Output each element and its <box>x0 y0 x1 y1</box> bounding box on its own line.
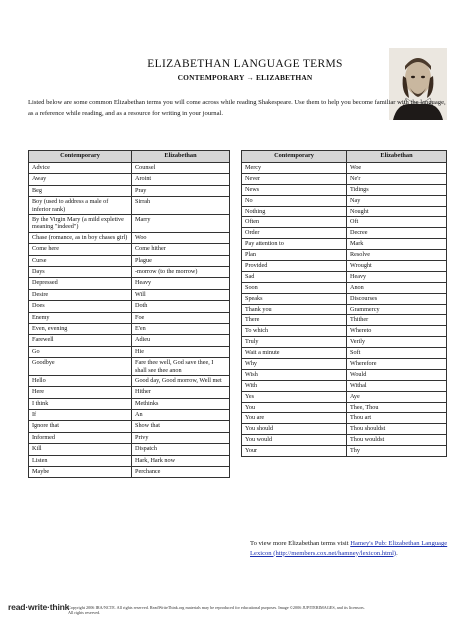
elizabethan-cell: Soft <box>347 348 447 359</box>
table-row <box>242 435 447 446</box>
contemporary-cell: Pay attention to <box>242 239 347 250</box>
elizabethan-cell: Fare thee well, God save thee, I shall see thee anon <box>132 358 230 376</box>
elizabethan-cell: An <box>132 410 230 421</box>
table-row <box>242 184 447 195</box>
elizabethan-cell: Nay <box>347 195 447 206</box>
page-subtitle: CONTEMPORARY → ELIZABETHAN <box>177 73 313 82</box>
table-row <box>29 278 230 289</box>
table-row <box>29 375 230 386</box>
elizabethan-cell: Methinks <box>132 398 230 409</box>
contemporary-cell: Informed <box>29 432 132 443</box>
table-header-row <box>29 151 230 163</box>
terms-table-right <box>241 150 447 457</box>
elizabethan-cell: Plague <box>132 255 230 266</box>
table-row <box>242 217 447 228</box>
elizabethan-cell: Discourses <box>347 293 447 304</box>
contemporary-cell: Provided <box>242 261 347 272</box>
elizabethan-cell: Hie <box>132 346 230 357</box>
elizabethan-cell: Anon <box>347 282 447 293</box>
contemporary-cell: Yes <box>242 391 347 402</box>
table-row <box>242 228 447 239</box>
elizabethan-cell: Will <box>132 289 230 300</box>
contemporary-cell: You are <box>242 413 347 424</box>
table-row <box>29 244 230 255</box>
view-more-period: . <box>396 549 398 557</box>
table-row <box>242 261 447 272</box>
elizabethan-cell: -morrow (to the morrow) <box>132 266 230 277</box>
contemporary-cell: Nothing <box>242 206 347 217</box>
elizabethan-cell: Nought <box>347 206 447 217</box>
contemporary-cell: Wish <box>242 369 347 380</box>
table-row <box>242 424 447 435</box>
contemporary-cell: Soon <box>242 282 347 293</box>
contemporary-cell: Goodbye <box>29 358 132 376</box>
table-row <box>242 163 447 174</box>
contemporary-cell: Curse <box>29 255 132 266</box>
table-row <box>242 206 447 217</box>
contemporary-cell: Plan <box>242 250 347 261</box>
table-row <box>29 358 230 376</box>
table-row <box>29 174 230 185</box>
table-row <box>29 398 230 409</box>
elizabethan-cell: Aroint <box>132 174 230 185</box>
elizabethan-cell: Mark <box>347 239 447 250</box>
contemporary-cell: Boy (used to address a male of inferior rank) <box>29 197 132 215</box>
lexicon-link[interactable]: Hamey's Pub: Elizabethan Language Lexicon (http://members.cox.net/hamney/lexicon.html) <box>250 540 448 557</box>
table-row <box>29 346 230 357</box>
contemporary-cell: Ignore that <box>29 421 132 432</box>
elizabethan-cell: Heavy <box>132 278 230 289</box>
table-row <box>242 239 447 250</box>
elizabethan-cell: Privy <box>132 432 230 443</box>
elizabethan-cell: Thou wouldst <box>347 435 447 446</box>
elizabethan-cell: Thither <box>347 315 447 326</box>
contemporary-cell: You should <box>242 424 347 435</box>
elizabethan-cell: Adieu <box>132 335 230 346</box>
contemporary-cell: With <box>242 380 347 391</box>
contemporary-cell: Often <box>242 217 347 228</box>
elizabethan-cell: Aye <box>347 391 447 402</box>
elizabethan-cell: Tidings <box>347 184 447 195</box>
contemporary-cell: Order <box>242 228 347 239</box>
table-row <box>242 337 447 348</box>
contemporary-cell: Days <box>29 266 132 277</box>
elizabethan-cell: Wrought <box>347 261 447 272</box>
contemporary-cell: Farewell <box>29 335 132 346</box>
elizabethan-cell: Thee, Thou <box>347 402 447 413</box>
elizabethan-cell: Show that <box>132 421 230 432</box>
table-row <box>29 301 230 312</box>
contemporary-cell: By the Virgin Mary (a mild expletive meaning "indeed") <box>29 214 132 232</box>
elizabethan-cell: Woo <box>132 232 230 243</box>
table-row <box>29 312 230 323</box>
intro-paragraph: Listed below are some common Elizabethan terms you will come across while reading Shakespeare. Use them to help you become familiar with the language, as a reference while reading, and as a resource for writing in your journal. <box>28 99 446 117</box>
contemporary-cell: Hello <box>29 375 132 386</box>
contemporary-cell: News <box>242 184 347 195</box>
elizabethan-cell: Dispatch <box>132 444 230 455</box>
elizabethan-header: Elizabethan <box>347 151 447 163</box>
table-row <box>29 214 230 232</box>
elizabethan-cell: Withal <box>347 380 447 391</box>
contemporary-cell: No <box>242 195 347 206</box>
table-row <box>242 173 447 184</box>
contemporary-cell: Away <box>29 174 132 185</box>
contemporary-cell: Truly <box>242 337 347 348</box>
elizabethan-cell: Thou shouldst <box>347 424 447 435</box>
elizabethan-cell: Foe <box>132 312 230 323</box>
table-row <box>242 446 447 457</box>
elizabethan-cell: Thy <box>347 446 447 457</box>
contemporary-cell: Mercy <box>242 163 347 174</box>
elizabethan-cell: Would <box>347 369 447 380</box>
elizabethan-cell: Resolve <box>347 250 447 261</box>
contemporary-cell: Why <box>242 359 347 370</box>
contemporary-cell: Thank you <box>242 304 347 315</box>
contemporary-cell: Maybe <box>29 467 132 478</box>
contemporary-cell: Listen <box>29 455 132 466</box>
table-row <box>29 387 230 398</box>
elizabethan-cell: Sirrah <box>132 197 230 215</box>
elizabethan-cell: Counsel <box>132 163 230 174</box>
elizabethan-cell: Pray <box>132 185 230 196</box>
contemporary-header: Contemporary <box>29 151 132 163</box>
elizabethan-cell: Whereto <box>347 326 447 337</box>
table-row <box>29 255 230 266</box>
table-header-row <box>242 151 447 163</box>
contemporary-cell: To which <box>242 326 347 337</box>
readwritethink-logo: read·write·think <box>8 602 70 612</box>
contemporary-cell: Advice <box>29 163 132 174</box>
contemporary-cell: There <box>242 315 347 326</box>
contemporary-cell: Enemy <box>29 312 132 323</box>
table-row <box>242 369 447 380</box>
contemporary-cell: Chase (romance, as in boy chases girl) <box>29 232 132 243</box>
elizabethan-cell: Decree <box>347 228 447 239</box>
table-row <box>29 335 230 346</box>
elizabethan-cell: Perchance <box>132 467 230 478</box>
table-row <box>29 444 230 455</box>
contemporary-cell: Here <box>29 387 132 398</box>
elizabethan-cell: Doth <box>132 301 230 312</box>
page-title: ELIZABETHAN LANGUAGE TERMS <box>147 58 343 70</box>
contemporary-cell: Never <box>242 173 347 184</box>
contemporary-cell: You would <box>242 435 347 446</box>
table-row <box>242 380 447 391</box>
contemporary-cell: If <box>29 410 132 421</box>
table-row <box>242 348 447 359</box>
elizabethan-cell: Verily <box>347 337 447 348</box>
elizabethan-cell: Marry <box>132 214 230 232</box>
table-row <box>29 197 230 215</box>
elizabethan-cell: Hither <box>132 387 230 398</box>
elizabethan-cell: Woe <box>347 163 447 174</box>
table-row <box>242 326 447 337</box>
table-row <box>29 163 230 174</box>
table-row <box>242 315 447 326</box>
elizabethan-cell: Heavy <box>347 271 447 282</box>
table-row <box>242 195 447 206</box>
contemporary-cell: Even, evening <box>29 323 132 334</box>
contemporary-cell: Beg <box>29 185 132 196</box>
table-row <box>29 432 230 443</box>
elizabethan-cell: Hark, Hark now <box>132 455 230 466</box>
contemporary-cell: Speaks <box>242 293 347 304</box>
table-row <box>29 410 230 421</box>
view-more-text: To view more Elizabethan terms visit <box>250 540 351 547</box>
contemporary-cell: Wait a minute <box>242 348 347 359</box>
table-row <box>242 293 447 304</box>
table-row <box>242 402 447 413</box>
contemporary-cell: Depressed <box>29 278 132 289</box>
contemporary-cell: Sad <box>242 271 347 282</box>
table-row <box>29 323 230 334</box>
table-row <box>29 289 230 300</box>
elizabethan-cell: Come hither <box>132 244 230 255</box>
table-row <box>29 266 230 277</box>
contemporary-cell: You <box>242 402 347 413</box>
table-row <box>29 421 230 432</box>
view-more-note <box>250 539 450 558</box>
contemporary-cell: Desire <box>29 289 132 300</box>
elizabethan-header: Elizabethan <box>132 151 230 163</box>
table-row <box>242 304 447 315</box>
table-row <box>242 250 447 261</box>
terms-table-left <box>28 150 230 478</box>
contemporary-cell: Kill <box>29 444 132 455</box>
elizabethan-cell: Ne'r <box>347 173 447 184</box>
contemporary-cell: Does <box>29 301 132 312</box>
table-row <box>242 271 447 282</box>
contemporary-cell: Your <box>242 446 347 457</box>
contemporary-cell: I think <box>29 398 132 409</box>
elizabethan-cell: Thou art <box>347 413 447 424</box>
elizabethan-cell: Wherefore <box>347 359 447 370</box>
table-row <box>29 232 230 243</box>
elizabethan-cell: E'en <box>132 323 230 334</box>
contemporary-cell: Come here <box>29 244 132 255</box>
table-row <box>242 359 447 370</box>
elizabethan-cell: Oft <box>347 217 447 228</box>
table-row <box>29 185 230 196</box>
table-row <box>29 455 230 466</box>
contemporary-cell: Go <box>29 346 132 357</box>
contemporary-header: Contemporary <box>242 151 347 163</box>
table-row <box>242 391 447 402</box>
copyright-notice: Copyright 2006 IRA/NCTE. All rights reserved. ReadWriteThink.org materials may be reproduced for educational purposes. Image ©2006 JUPITERIMAGES, and its licensors. All rights reserved. <box>68 605 365 616</box>
elizabethan-cell: Grammercy <box>347 304 447 315</box>
table-row <box>29 467 230 478</box>
table-row <box>242 282 447 293</box>
elizabethan-cell: Good day, Good morrow, Well met <box>132 375 230 386</box>
table-row <box>242 413 447 424</box>
